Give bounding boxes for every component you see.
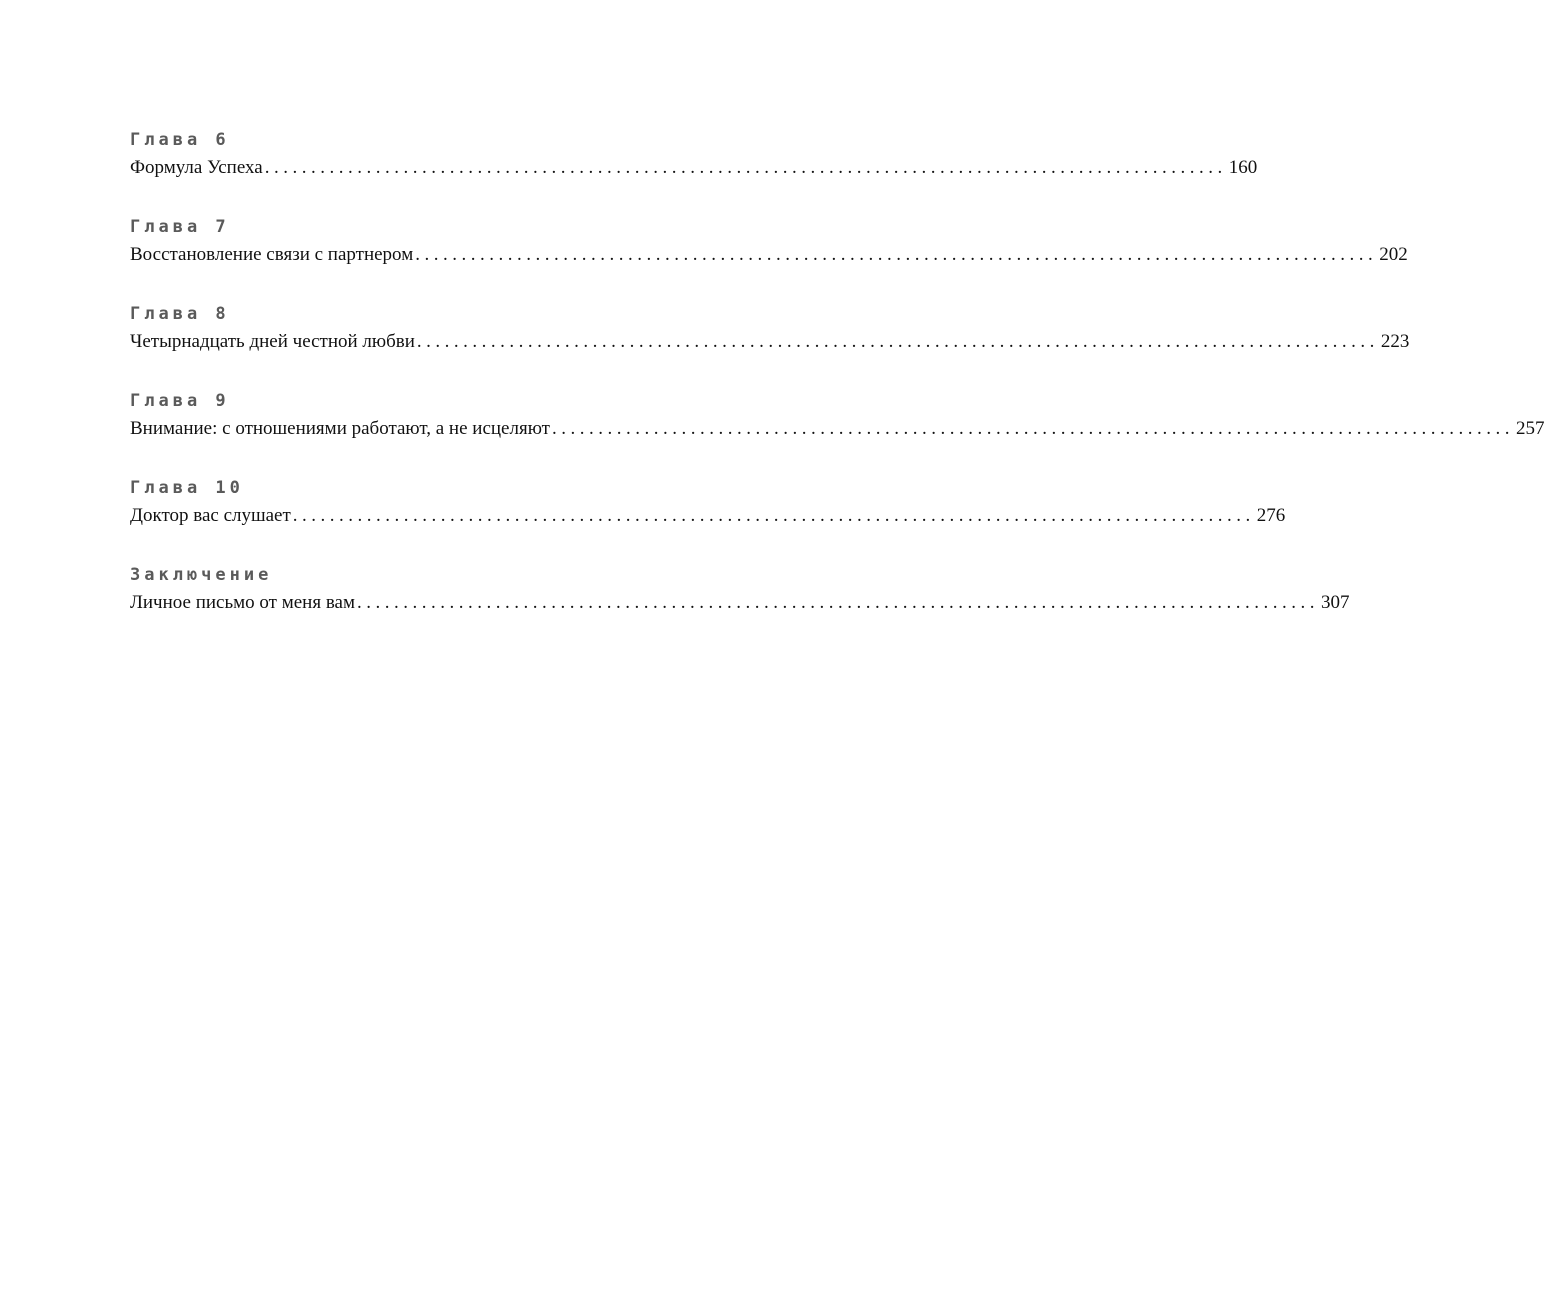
page-number: 307 [1321,592,1350,613]
chapter-label: Глава 7 [130,217,230,237]
page-number: 202 [1379,244,1408,265]
toc-section-chapter-10 [130,476,1286,563]
dot-leader: ........................................................................................................ [415,244,1378,265]
chapter-label: Глава 9 [130,391,230,411]
chapter-label: Заключение [130,565,273,585]
dot-leader: ........................................................................................................ [357,592,1319,613]
page-number: 257 [1515,418,1544,439]
toc-entry [130,156,1258,180]
page-number: 223 [1380,331,1410,352]
toc-entry [130,504,1286,528]
toc-entry [130,330,1410,354]
entry-title: Восстановление связи с партнером [130,244,414,265]
toc-entry [130,591,1350,615]
toc-section-conclusion [130,563,1350,650]
chapter-label: Глава 8 [130,304,230,324]
toc-section-chapter-6 [130,128,1258,215]
table-of-contents [130,128,1544,650]
toc-section-chapter-7 [130,215,1408,302]
dot-leader: ........................................................................................................ [551,418,1514,439]
toc-section-chapter-8 [130,302,1410,389]
page-number: 276 [1256,505,1286,526]
entry-title: Четырнадцать дней честной любви [130,331,415,352]
entry-title: Формула Успеха [130,157,263,178]
toc-section-chapter-9 [130,389,1544,476]
toc-entry [130,243,1408,267]
chapter-label: Глава 10 [130,478,244,498]
entry-title: Личное письмо от меня вам [130,592,355,613]
entry-title: Внимание: с отношениями работают, а не исцеляют [130,418,550,439]
page-number: 160 [1228,157,1258,178]
dot-leader: ........................................................................................................ [416,331,1379,352]
dot-leader: ........................................................................................................ [292,505,1255,526]
chapter-label: Глава 6 [130,130,230,150]
toc-entry [130,417,1544,441]
dot-leader: ........................................................................................................ [264,157,1227,178]
entry-title: Доктор вас слушает [130,505,291,526]
